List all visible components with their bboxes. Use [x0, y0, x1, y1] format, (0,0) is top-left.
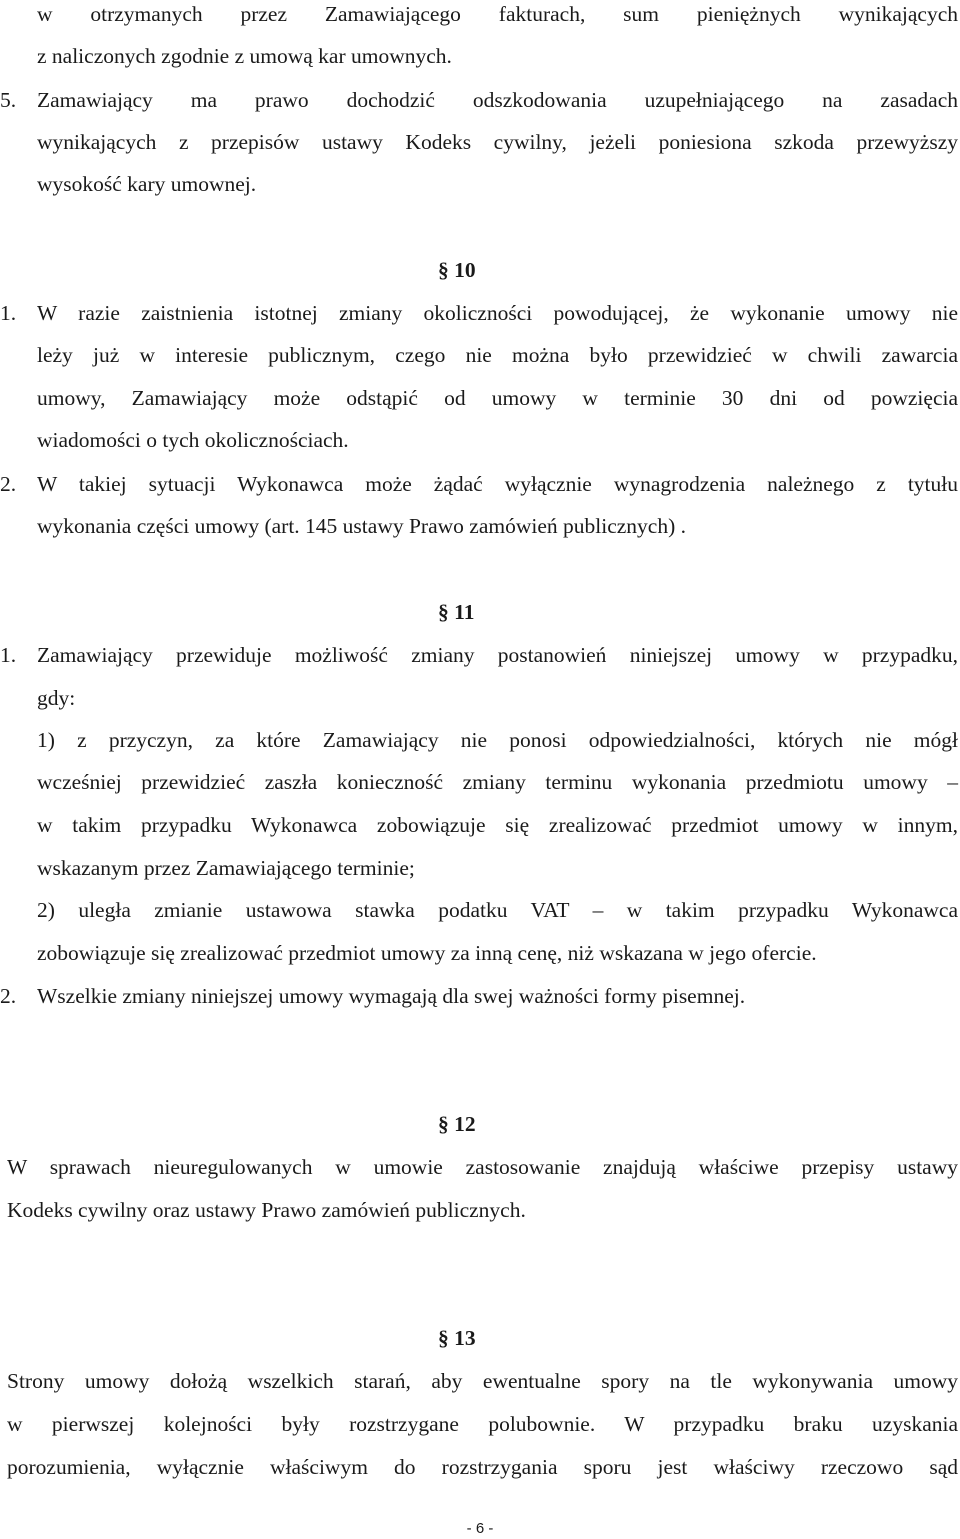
paragraph-line: Wszelkie zmiany niniejszej umowy wymagają dla swej ważności formy pisemnej. [37, 984, 746, 1008]
list-number: 5. [0, 88, 17, 112]
list-number: 1. [0, 643, 17, 667]
paragraph-line: W sprawach nieuregulowanych w umowie zastosowanie znajdują właściwe przepisy ustawy [7, 1155, 958, 1179]
paragraph-line: z naliczonych zgodnie z umową kar umownych. [37, 44, 452, 68]
paragraph-line: porozumienia, wyłącznie właściwym do rozstrzygania sporu jest właściwy rzeczowo sąd [7, 1455, 958, 1479]
list-number: 1. [0, 301, 17, 325]
paragraph-line: w otrzymanych przez Zamawiającego fakturach, sum pieniężnych wynikających [37, 2, 958, 26]
paragraph-line: 2) uległa zmianie ustawowa stawka podatku VAT – w takim przypadku Wykonawca [37, 898, 958, 922]
paragraph-line: umowy, Zamawiający może odstąpić od umowy w terminie 30 dni od powzięcia [37, 386, 958, 410]
paragraph-line: Zamawiający przewiduje możliwość zmiany postanowień niniejszej umowy w przypadku, [37, 643, 958, 667]
paragraph-line: w takim przypadku Wykonawca zobowiązuje się zrealizować przedmiot umowy w innym, [37, 813, 958, 837]
section-heading: § 13 [438, 1326, 476, 1350]
paragraph-line: wskazanym przez Zamawiającego terminie; [37, 856, 415, 880]
paragraph-line: 1) z przyczyn, za które Zamawiający nie ponosi odpowiedzialności, których nie mógł [37, 728, 958, 752]
paragraph-line: W razie zaistnienia istotnej zmiany okoliczności powodującej, że wykonanie umowy nie [37, 301, 958, 325]
paragraph-line: W takiej sytuacji Wykonawca może żądać wyłącznie wynagrodzenia należnego z tytułu [37, 472, 958, 496]
page-number: - 6 - [466, 1520, 494, 1537]
paragraph-line: Kodeks cywilny oraz ustawy Prawo zamówień publicznych. [7, 1198, 526, 1222]
paragraph-line: zobowiązuje się zrealizować przedmiot umowy za inną cenę, niż wskazana w jego ofercie. [37, 941, 817, 965]
paragraph-line: gdy: [37, 686, 76, 710]
section-heading: § 11 [438, 600, 475, 624]
section-heading: § 10 [438, 258, 476, 282]
paragraph-line: wiadomości o tych okolicznościach. [37, 428, 349, 452]
paragraph-line: wynikających z przepisów ustawy Kodeks cywilny, jeżeli poniesiona szkoda przewyższy [37, 130, 958, 154]
paragraph-line: Strony umowy dołożą wszelkich starań, aby ewentualne spory na tle wykonywania umowy [7, 1369, 958, 1393]
paragraph-line: wysokość kary umownej. [37, 172, 257, 196]
paragraph-line: wykonania części umowy (art. 145 ustawy Prawo zamówień publicznych) . [37, 514, 686, 538]
list-number: 2. [0, 984, 17, 1008]
paragraph-line: Zamawiający ma prawo dochodzić odszkodowania uzupełniającego na zasadach [37, 88, 958, 112]
paragraph-line: wcześniej przewidzieć zaszła konieczność zmiany terminu wykonania przedmiotu umowy – [37, 770, 958, 794]
section-heading: § 12 [438, 1112, 476, 1136]
paragraph-line: leży już w interesie publicznym, czego nie można było przewidzieć w chwili zawarcia [37, 343, 958, 367]
list-number: 2. [0, 472, 17, 496]
paragraph-line: w pierwszej kolejności były rozstrzygane polubownie. W przypadku braku uzyskania [7, 1412, 958, 1436]
